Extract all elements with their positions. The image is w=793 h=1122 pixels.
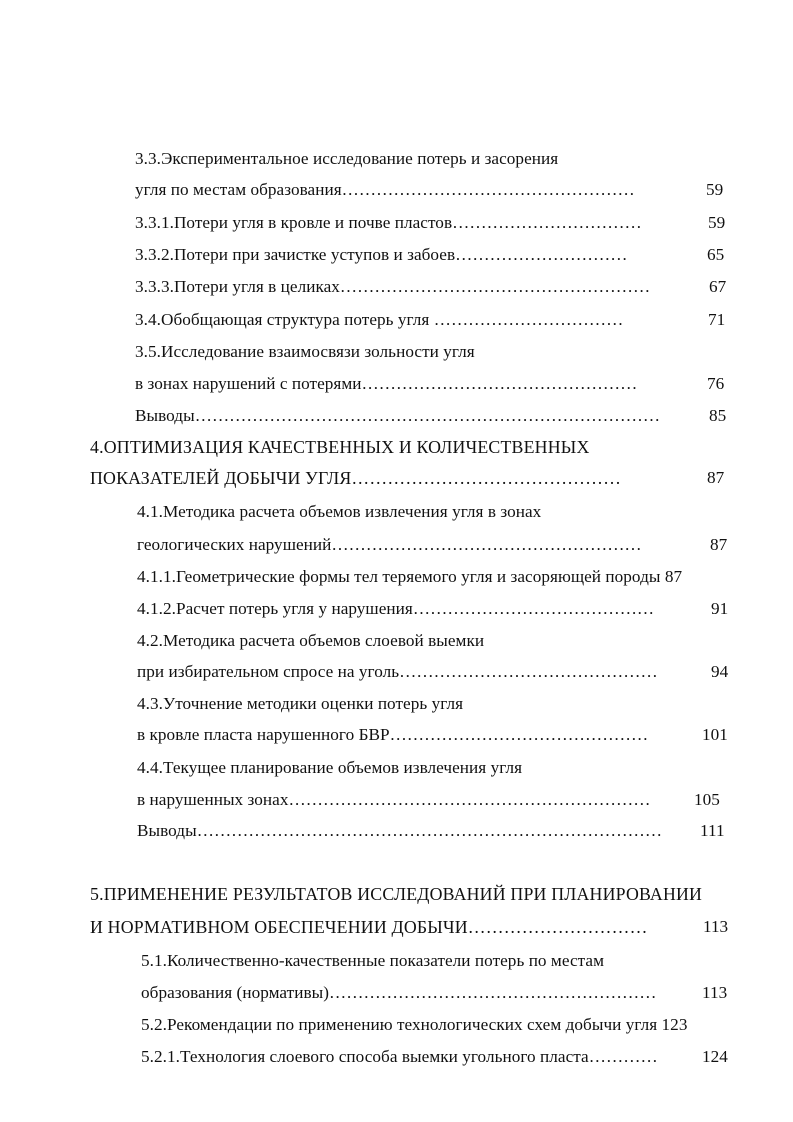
toc-entry[interactable] (137, 566, 682, 588)
toc-entry-text: 4.1.1.Геометрические формы тел теряемого угля и засоряющей породы 87 (137, 567, 683, 586)
toc-entry-text: 3.3.1.Потери угля в кровле и почве пластов…………………………… (135, 213, 642, 232)
toc-chapter-heading[interactable] (90, 883, 702, 905)
toc-entry-text: в нарушенных зонах……………………………………………………… (137, 790, 651, 809)
toc-entry-text: 5.2.1.Технология слоевого способа выемки угольного пласта………… (141, 1047, 658, 1066)
toc-entry-text: геологических нарушений……………………………………………… (137, 535, 642, 554)
toc-entry-text: 3.3.2.Потери при зачистке уступов и забоев………………………… (135, 245, 628, 264)
toc-entry-text: 5.ПРИМЕНЕНИЕ РЕЗУЛЬТАТОВ ИССЛЕДОВАНИЙ ПРИ ПЛАНИРОВАНИИ (90, 884, 703, 904)
toc-entry-text: Выводы……………………………………………………………………… (137, 821, 663, 840)
toc-page-number: 94 (711, 662, 729, 681)
toc-entry-text: 4.ОПТИМИЗАЦИЯ КАЧЕСТВЕННЫХ И КОЛИЧЕСТВЕННЫХ (90, 437, 590, 457)
toc-page-number: 87 (707, 468, 725, 487)
toc-page-number: 87 (710, 535, 728, 554)
toc-entry-text: 5.2.Рекомендации по применению технологических схем добычи угля 123 (141, 1015, 688, 1034)
toc-entry[interactable] (135, 244, 725, 266)
toc-entry[interactable] (137, 501, 541, 523)
toc-entry[interactable] (137, 630, 484, 652)
toc-page-number: 59 (706, 180, 724, 199)
toc-entry-text: ПОКАЗАТЕЛЕЙ ДОБЫЧИ УГЛЯ……………………………………… (90, 468, 622, 488)
toc-entry-text: 4.1.2.Расчет потерь угля у нарушения…………………………………… (137, 599, 655, 618)
toc-entry-text: образования (нормативы)………………………………………………… (141, 983, 657, 1002)
toc-entry[interactable] (141, 1046, 728, 1068)
toc-entry[interactable] (141, 1014, 687, 1036)
toc-entry[interactable] (135, 276, 727, 298)
toc-page-number: 91 (711, 599, 729, 618)
toc-page-number: 76 (707, 374, 725, 393)
toc-page-number: 65 (707, 245, 725, 264)
toc-entry[interactable] (137, 789, 720, 811)
toc-entry-text: 3.3.Экспериментальное исследование потерь и засорения (135, 149, 559, 168)
toc-entry[interactable] (137, 661, 729, 683)
toc-entry-text: 4.1.Методика расчета объемов извлечения угля в зонах (137, 502, 542, 521)
toc-entry[interactable] (141, 950, 604, 972)
toc-entry-text: при избирательном спросе на уголь……………………………………… (137, 662, 658, 681)
toc-entry-text: И НОРМАТИВНОМ ОБЕСПЕЧЕНИИ ДОБЫЧИ………………………… (90, 917, 648, 937)
toc-entry-text: в кровле пласта нарушенного БВР……………………………………… (137, 725, 649, 744)
toc-entry[interactable] (135, 179, 724, 201)
toc-entry-text: угля по местам образования…………………………………………… (135, 180, 635, 199)
toc-entry-text: 3.5.Исследование взаимосвязи зольности угля (135, 342, 475, 361)
toc-page-number: 113 (703, 917, 729, 936)
toc-entry[interactable] (137, 693, 463, 715)
toc-page-number: 101 (702, 725, 728, 744)
toc-entry-text: в зонах нарушений с потерями………………………………………… (135, 374, 638, 393)
toc-entry[interactable] (137, 534, 728, 556)
toc-entry-text: Выводы……………………………………………………………………… (135, 406, 661, 425)
toc-entry[interactable] (135, 309, 726, 331)
toc-entry-text: 3.4.Обобщающая структура потерь угля …………………………… (135, 310, 624, 329)
toc-page-number: 85 (709, 406, 727, 425)
toc-entry-text: 5.1.Количественно-качественные показатели потерь по местам (141, 951, 605, 970)
toc-page-number: 113 (702, 983, 728, 1002)
toc-entry-text: 4.3.Уточнение методики оценки потерь угля (137, 694, 464, 713)
toc-entry[interactable] (135, 148, 558, 170)
toc-page-number: 111 (700, 821, 725, 840)
toc-page-number: 124 (702, 1047, 728, 1066)
toc-entry[interactable] (141, 982, 728, 1004)
toc-page-number: 71 (708, 310, 726, 329)
toc-chapter-heading[interactable] (90, 467, 725, 489)
toc-page-number: 105 (694, 790, 720, 809)
toc-entry[interactable] (135, 341, 475, 363)
toc-entry[interactable] (135, 373, 725, 395)
toc-chapter-heading[interactable] (90, 436, 590, 458)
toc-entry-text: 3.3.3.Потери угля в целиках……………………………………………… (135, 277, 651, 296)
toc-entry[interactable] (135, 405, 727, 427)
toc-page-number: 67 (709, 277, 727, 296)
toc-entry[interactable] (135, 212, 726, 234)
toc-entry-text: 4.4.Текущее планирование объемов извлечения угля (137, 758, 523, 777)
toc-entry[interactable] (137, 598, 729, 620)
toc-entry[interactable] (137, 820, 725, 842)
toc-entry[interactable] (137, 724, 728, 746)
toc-page-number: 59 (708, 213, 726, 232)
toc-chapter-heading[interactable] (90, 916, 729, 938)
toc-entry-text: 4.2.Методика расчета объемов слоевой выемки (137, 631, 485, 650)
toc-entry[interactable] (137, 757, 522, 779)
